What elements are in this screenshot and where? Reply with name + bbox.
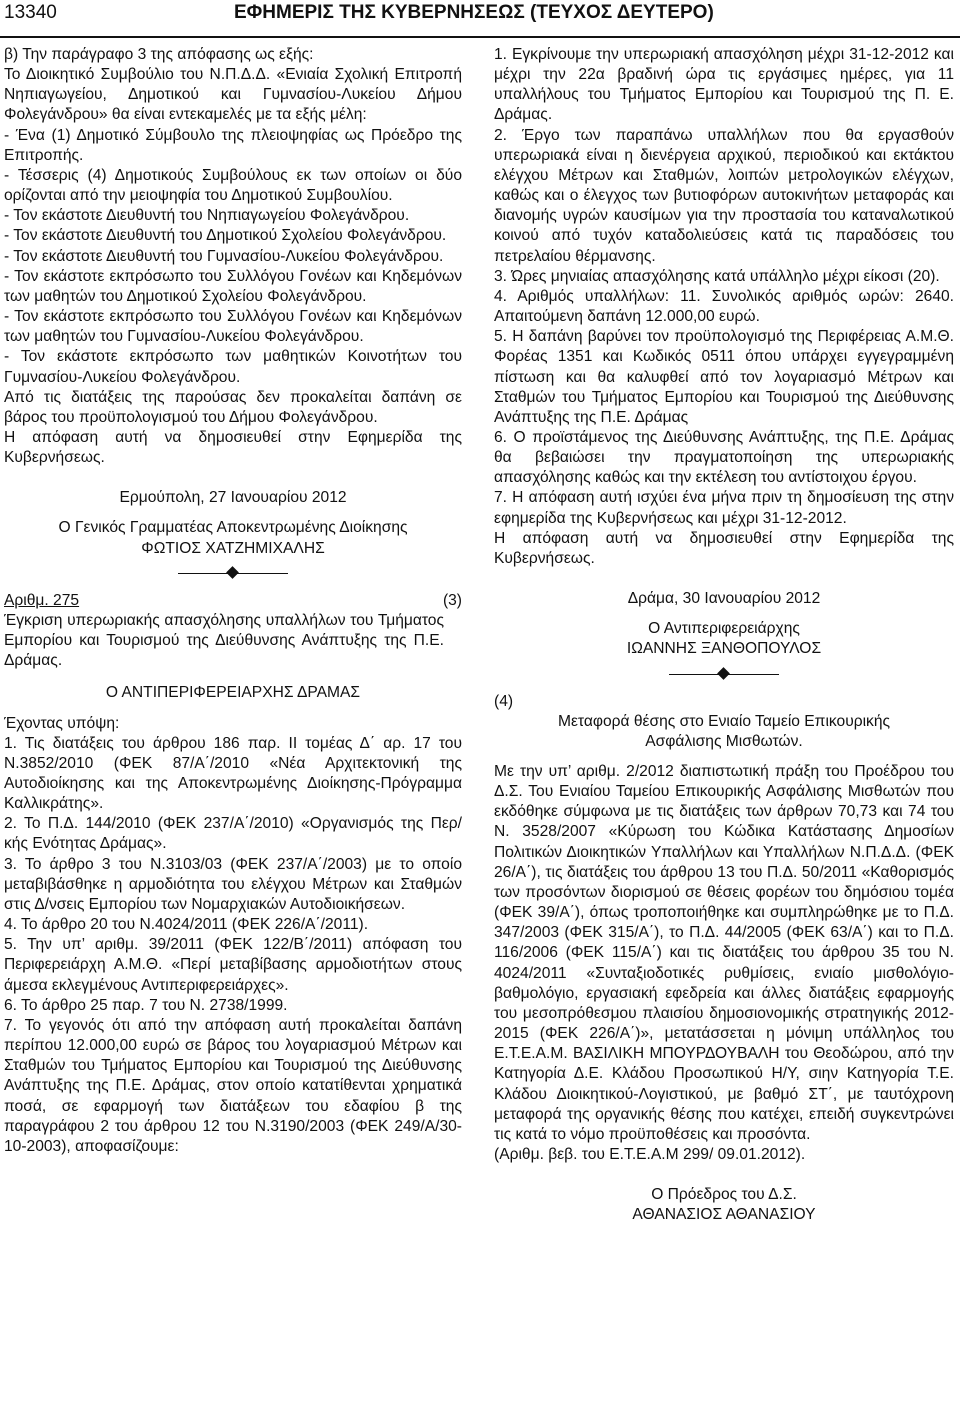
section-divider: [669, 668, 779, 682]
considering-heading: Έχοντας υπόψη:: [4, 714, 120, 732]
paragraph: 2. Το Π.Δ. 144/2010 (ΦΕΚ 237/Α΄/2010) «Οργανισμός της Περ/κής Ενότητας Δράμας».: [4, 815, 462, 853]
paragraph: 1. Εγκρίνουμε την υπερωριακή απασχόληση μέχρι 31-12-2012 και μέχρι την 22α βραδινή ώρα τις εργάσιμες ημέρες, για 11 υπαλλήλους του Τμήματος Εμπορίου και Τουρισμού της Π. Ε. Δράμας.: [494, 46, 954, 124]
issuing-authority: Ο ΑΝΤΙΠΕΡΙΦΕΡΕΙΑΡΧΗΣ ΔΡΑΜΑΣ: [105, 684, 361, 702]
paragraph: 4. Το άρθρο 20 του Ν.4024/2011 (ΦΕΚ 226/Α΄/2011).: [4, 916, 369, 934]
signer-title: Ο Γενικός Γραμματέας Αποκεντρωμένης Διοίκησης: [58, 519, 408, 537]
signer-name: ΦΩΤΙΟΣ ΧΑΤΖΗΜΙΧΑΛΗΣ: [141, 539, 325, 557]
paragraph: 7. Η απόφαση αυτή ισχύει ένα μήνα πριν τη δημοσίευση της στην εφημερίδα της Κυβερνήσεως και μέχρι 31-12-2012.: [494, 489, 954, 527]
paragraph: - Τον εκάστοτε Διευθυντή του Νηπιαγωγείου Φολεγάνδρου.: [4, 207, 410, 225]
decision-index: (3): [442, 591, 462, 609]
paragraph: 2. Έργο των παραπάνω υπαλλήλων που θα εργασθούν υπερωριακά είναι η διενέργεια αρχικού, περιοδικού και εκτάκτου ελέγχου Μέτρων και Σταθμών, λοιπών μετρολογικών ελέγχων, καθώς και ο έλεγχος των βυτιοφόρων αυτοκινήτων μεταφοράς και διανομής υγρών καυσίμων για την προστασία του καταναλωτικού κοινού από τυχόν καταδολιεύσεις κατά τις παραδόσεις του πετρελαίου θέρμανσης.: [494, 126, 954, 265]
signer-name: ΑΘΑΝΑΣΙΟΣ ΑΘΑΝΑΣΙΟΥ: [632, 1206, 816, 1224]
left-column: [4, 45, 462, 1157]
page-number: 13340: [4, 2, 57, 23]
paragraph: 6. Ο προϊστάμενος της Διεύθυνσης Ανάπτυξης, της Π.Ε. Δράμας θα βεβαιώσει την πραγματοποίηση της υπερωριακής απασχόλησης καθώς και την εκτέλεση του αντίστοιχου έργου.: [494, 428, 954, 487]
paragraph: - Τον εκάστοτε εκπρόσωπο του Συλλόγου Γονέων και Κηδεμόνων των μαθητών του Δημοτικού Σχολείου Φολεγάνδρου.: [4, 267, 462, 305]
paragraph: - Ένα (1) Δημοτικό Σύμβουλο της πλειοψηφίας ως Πρόεδρο της Επιτροπής.: [4, 126, 462, 164]
decision-title: Έγκριση υπερωριακής απασχόλησης υπαλλήλων του Τμήματος Εμπορίου και Τουρισμού της Διεύθυνσης Ανάπτυξης της Π.Ε. Δράμας.: [4, 611, 444, 670]
page-header: [0, 0, 960, 38]
paragraph: - Τον εκάστοτε Διευθυντή του Γυμνασίου-Λυκείου Φολεγάνδρου.: [4, 247, 444, 265]
paragraph: - Τον εκάστοτε Διευθυντή του Δημοτικού Σχολείου Φολεγάνδρου.: [4, 227, 447, 245]
decision-title: Μεταφορά θέσης στο Ενιαίο Ταμείο Επικουρικής Ασφάλισης Μισθωτών.: [557, 712, 891, 750]
paragraph: Με την υπ’ αριθμ. 2/2012 διαπιστωτική πράξη του Προέδρου του Δ.Σ. Του Ενιαίου Ταμείου Επικουρικής Ασφάλισης Μισθωτών που εκδόθηκε σύμφωνα με τις διατάξεις των άρθρων 70,73 και 74 του Ν. 3528/2007 «Κύρωση του Κώδικα Κατάστασης Δημοσίων Πολιτικών Διοικητικών Υπαλλήλων και Υπαλλήλων Ν.Π.Δ.Δ. (ΦΕΚ 26/Α΄), τις διατάξεις του άρθρου 13 του Π.Δ. 50/2011 «Καθορισμός των προσόντων διορισμού σε θέσεις φορέων του δημόσιου τομέα (ΦΕΚ 39/Α΄), όπως τροποποιήθηκε και συμπληρώθηκε με το Π.Δ. 347/2003 (ΦΕΚ 315/Α΄), το Π.Δ. 44/2005 (ΦΕΚ 63/Α΄) και το Π.Δ. 116/2006 (ΦΕΚ 115/Α΄) και τις διατάξεις του άρθρου 35 του Ν. 4024/2011 «Συνταξιοδοτικές ρυθμίσεις, ενιαίο μισθολόγιο-βαθμολόγιο, εργασιακή εφεδρεία και άλλες διατάξεις εφαρμογής του μεσοπρόθεσμου πλαισίου δημοσιονομικής στρατηγικής 2012-2015 (ΦΕΚ 226/Α΄)», μετατάσσεται η μόνιμη υπάλληλος του Ε.Τ.Ε.Α.Μ. ΒΑΣΙΛΙΚΗ ΜΠΟΥΡΔΟΥΒΑΛΗ του Θεοδώρου, από την Κατηγορία Δ.Ε. Κλάδου Προσωπικού Η/Υ, σιην Κατηγορία Τ.Ε. Κλάδου Διοικητικού-Λογιστικού, με βαθμό ΣΤ΄, με ταυτόχρονη μεταφορά της οργανικής θέσης που κατέχει, επειδή συγκεντρώνει τις κατά το νόμο προϋποθέσεις και προσόντα.: [494, 763, 954, 1143]
paragraph: 5. Την υπ’ αριθμ. 39/2011 (ΦΕΚ 122/Β΄/2011) απόφαση του Περιφερειάρχη Α.Μ.Θ. «Περί μεταβίβασης αρμοδιοτήτων στους άμεσα εκλεγμένους Αντιπεριφερειάρχες».: [4, 936, 462, 994]
paragraph: Η απόφαση αυτή να δημοσιευθεί στην Εφημερίδα της Κυβερνήσεως.: [494, 529, 954, 567]
paragraph: 7. Το γεγονός ότι από την απόφαση αυτή προκαλείται δαπάνη περίπου 12.000,00 ευρώ σε βάρος του λογαριασμού Μέτρων και Σταθμών του Τμήματος Εμπορίου και Τουρισμού της Διεύθυνσης Ανάπτυξης της Π.Ε. Δράμας, στον οποίο κατατίθενται χρηματικά ποσά, σε εφαρμογή των διατάξεων του εδαφίου β της παραγράφου 2 του άρθρου 12 του Ν.3190/2003 (ΦΕΚ 249/Α/30-10-2003), αποφασίζουμε:: [4, 1016, 462, 1155]
paragraph: - Τον εκάστοτε εκπρόσωπο των μαθητικών Κοινοτήτων του Γυμνασίου-Λυκείου Φολεγάνδρου.: [4, 348, 462, 386]
place-date: Ερμούπολη, 27 Ιανουαρίου 2012: [119, 489, 347, 507]
paragraph: - Τον εκάστοτε εκπρόσωπο του Συλλόγου Γονέων και Κηδεμόνων των μαθητών του Γυμνασίου-Λυκείου Φολεγάνδρου.: [4, 308, 462, 346]
paragraph: Η απόφαση αυτή να δημοσιευθεί στην Εφημερίδα της Κυβερνήσεως.: [4, 428, 462, 467]
paragraph: 6. Το άρθρο 25 παρ. 7 του Ν. 2738/1999.: [4, 996, 288, 1014]
gazette-title: ΕΦΗΜΕΡΙΣ ΤΗΣ ΚΥΒΕΡΝΗΣΕΩΣ (ΤΕΥΧΟΣ ΔΕΥΤΕΡΟ): [234, 2, 714, 23]
decision-index: (4): [494, 692, 514, 710]
place-date: Δράμα, 30 Ιανουαρίου 2012: [627, 590, 821, 608]
paragraph: 3. Ώρες μηνιαίας απασχόλησης κατά υπάλληλο μέχρι είκοσι (20).: [494, 267, 940, 285]
paragraph: Από τις διατάξεις της παρούσας δεν προκαλείται δαπάνη σε βάρος του προϋπολογισμού του Δήμου Φολεγάνδρου.: [4, 388, 462, 426]
signer-name: ΙΩΑΝΝΗΣ ΞΑΝΘΟΠΟΥΛΟΣ: [626, 640, 822, 658]
decision-number-line: [4, 591, 462, 611]
paragraph: - Τέσσερις (4) Δημοτικούς Συμβούλους εκ των οποίων οι δύο ορίζονται από την μειοψηφία του Δημοτικού Συμβουλίου.: [4, 166, 462, 205]
signer-title: Ο Αντιπεριφερειάρχης: [648, 620, 800, 638]
paragraph: 1. Τις διατάξεις του άρθρου 186 παρ. ΙΙ τομέας Δ΄ αρ. 17 του Ν.3852/2010 (ΦΕΚ 87/Α΄/2010 «Νέα Αρχιτεκτονική της Αυτοδιοίκησης και της Αποκεντρωμένης Διοίκησης-Πρόγραμμα Καλλικράτης».: [4, 734, 462, 813]
paragraph: Το Διοικητικό Συμβούλιο του Ν.Π.Δ.Δ. «Ενιαία Σχολική Επιτροπή Νηπιαγωγείου, Δημοτικού και Γυμνασίου-Λυκείου Δήμου Φολεγάνδρου» θα είναι εντεκαμελές με τα εξής μέλη:: [4, 66, 462, 124]
reference: (Αριθμ. βεβ. του Ε.Τ.Ε.Α.Μ 299/ 09.01.2012).: [494, 1145, 806, 1163]
right-column: [494, 45, 954, 1225]
signer-title: Ο Πρόεδρος του Δ.Σ.: [651, 1186, 797, 1204]
paragraph: β) Την παράγραφο 3 της απόφασης ως εξής:: [4, 46, 314, 63]
paragraph: 5. Η δαπάνη βαρύνει τον προϋπολογισμό της Περιφέρειας Α.Μ.Θ. Φορέας 1351 και Κωδικός 0511 όπου υπάρχει εγγεγραμμένη πίστωση και θα καλυφθεί από τον λογαριασμό Μέτρων και Σταθμών του Τμήματος Εμπορίου και Τουρισμού της Διεύθυνσης Ανάπτυξης της Π.Ε. Δράμας: [494, 328, 954, 426]
paragraph: 4. Αριθμός υπαλλήλων: 11. Συνολικός αριθμός ωρών: 2640. Απαιτούμενη δαπάνη 12.000,00 ευρώ.: [494, 287, 954, 326]
section-divider: [178, 567, 288, 581]
decision-number: Αριθμ. 275: [4, 591, 80, 609]
paragraph: 3. Το άρθρο 3 του Ν.3103/03 (ΦΕΚ 237/Α΄/2003) με το οποίο μεταβιβάσθηκε η αρμοδιότητα του ελέγχου Μέτρων και Σταθμών στις Δ/νσεις Εμπορίου των Νομαρχιακών Αυτοδιοικήσεων.: [4, 855, 462, 913]
